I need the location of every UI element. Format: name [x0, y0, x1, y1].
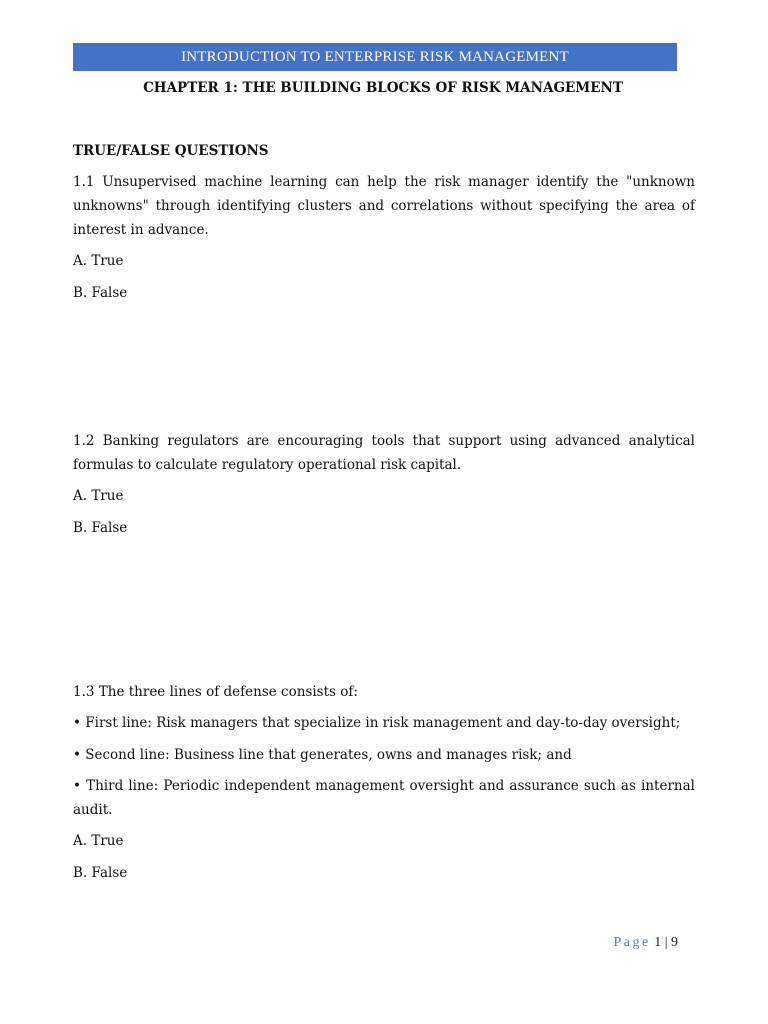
question-1-2-text: 1.2 Banking regulators are encouraging tools that support using advanced analytical formulas to calculate regulatory operational risk capital. [73, 433, 695, 473]
question-1-1-option-b: B. False [73, 285, 128, 301]
chapter-title: CHAPTER 1: THE BUILDING BLOCKS OF RISK MANAGEMENT [143, 80, 623, 96]
page-label: Page [613, 935, 651, 950]
question-1-1-option-a: A. True [73, 253, 124, 269]
question-1-3-text: 1.3 The three lines of defense consists of: [73, 684, 358, 700]
section-heading: TRUE/FALSE QUESTIONS [73, 143, 269, 159]
question-1-3-option-a: A. True [73, 833, 124, 849]
question-1-2-option-a: A. True [73, 488, 124, 504]
question-1-2-option-b: B. False [73, 520, 128, 536]
document-header-band: INTRODUCTION TO ENTERPRISE RISK MANAGEMENT [73, 43, 677, 71]
question-1-1-text: 1.1 Unsupervised machine learning can help the risk manager identify the "unknown unknowns" through identifying clusters and correlations without specifying the area of interest in advance. [73, 174, 695, 238]
question-1-3-bullet-first-line: • First line: Risk managers that specialize in risk management and day-to-day oversight; [73, 715, 681, 731]
question-1-3-bullet-third-line: • Third line: Periodic independent management oversight and assurance such as internal audit. [73, 778, 695, 818]
question-1-3-option-b: B. False [73, 865, 128, 881]
page-number: 1 | 9 [654, 935, 678, 950]
page-footer [613, 933, 678, 953]
question-1-3-bullet-second-line: • Second line: Business line that generates, owns and manages risk; and [73, 747, 572, 763]
